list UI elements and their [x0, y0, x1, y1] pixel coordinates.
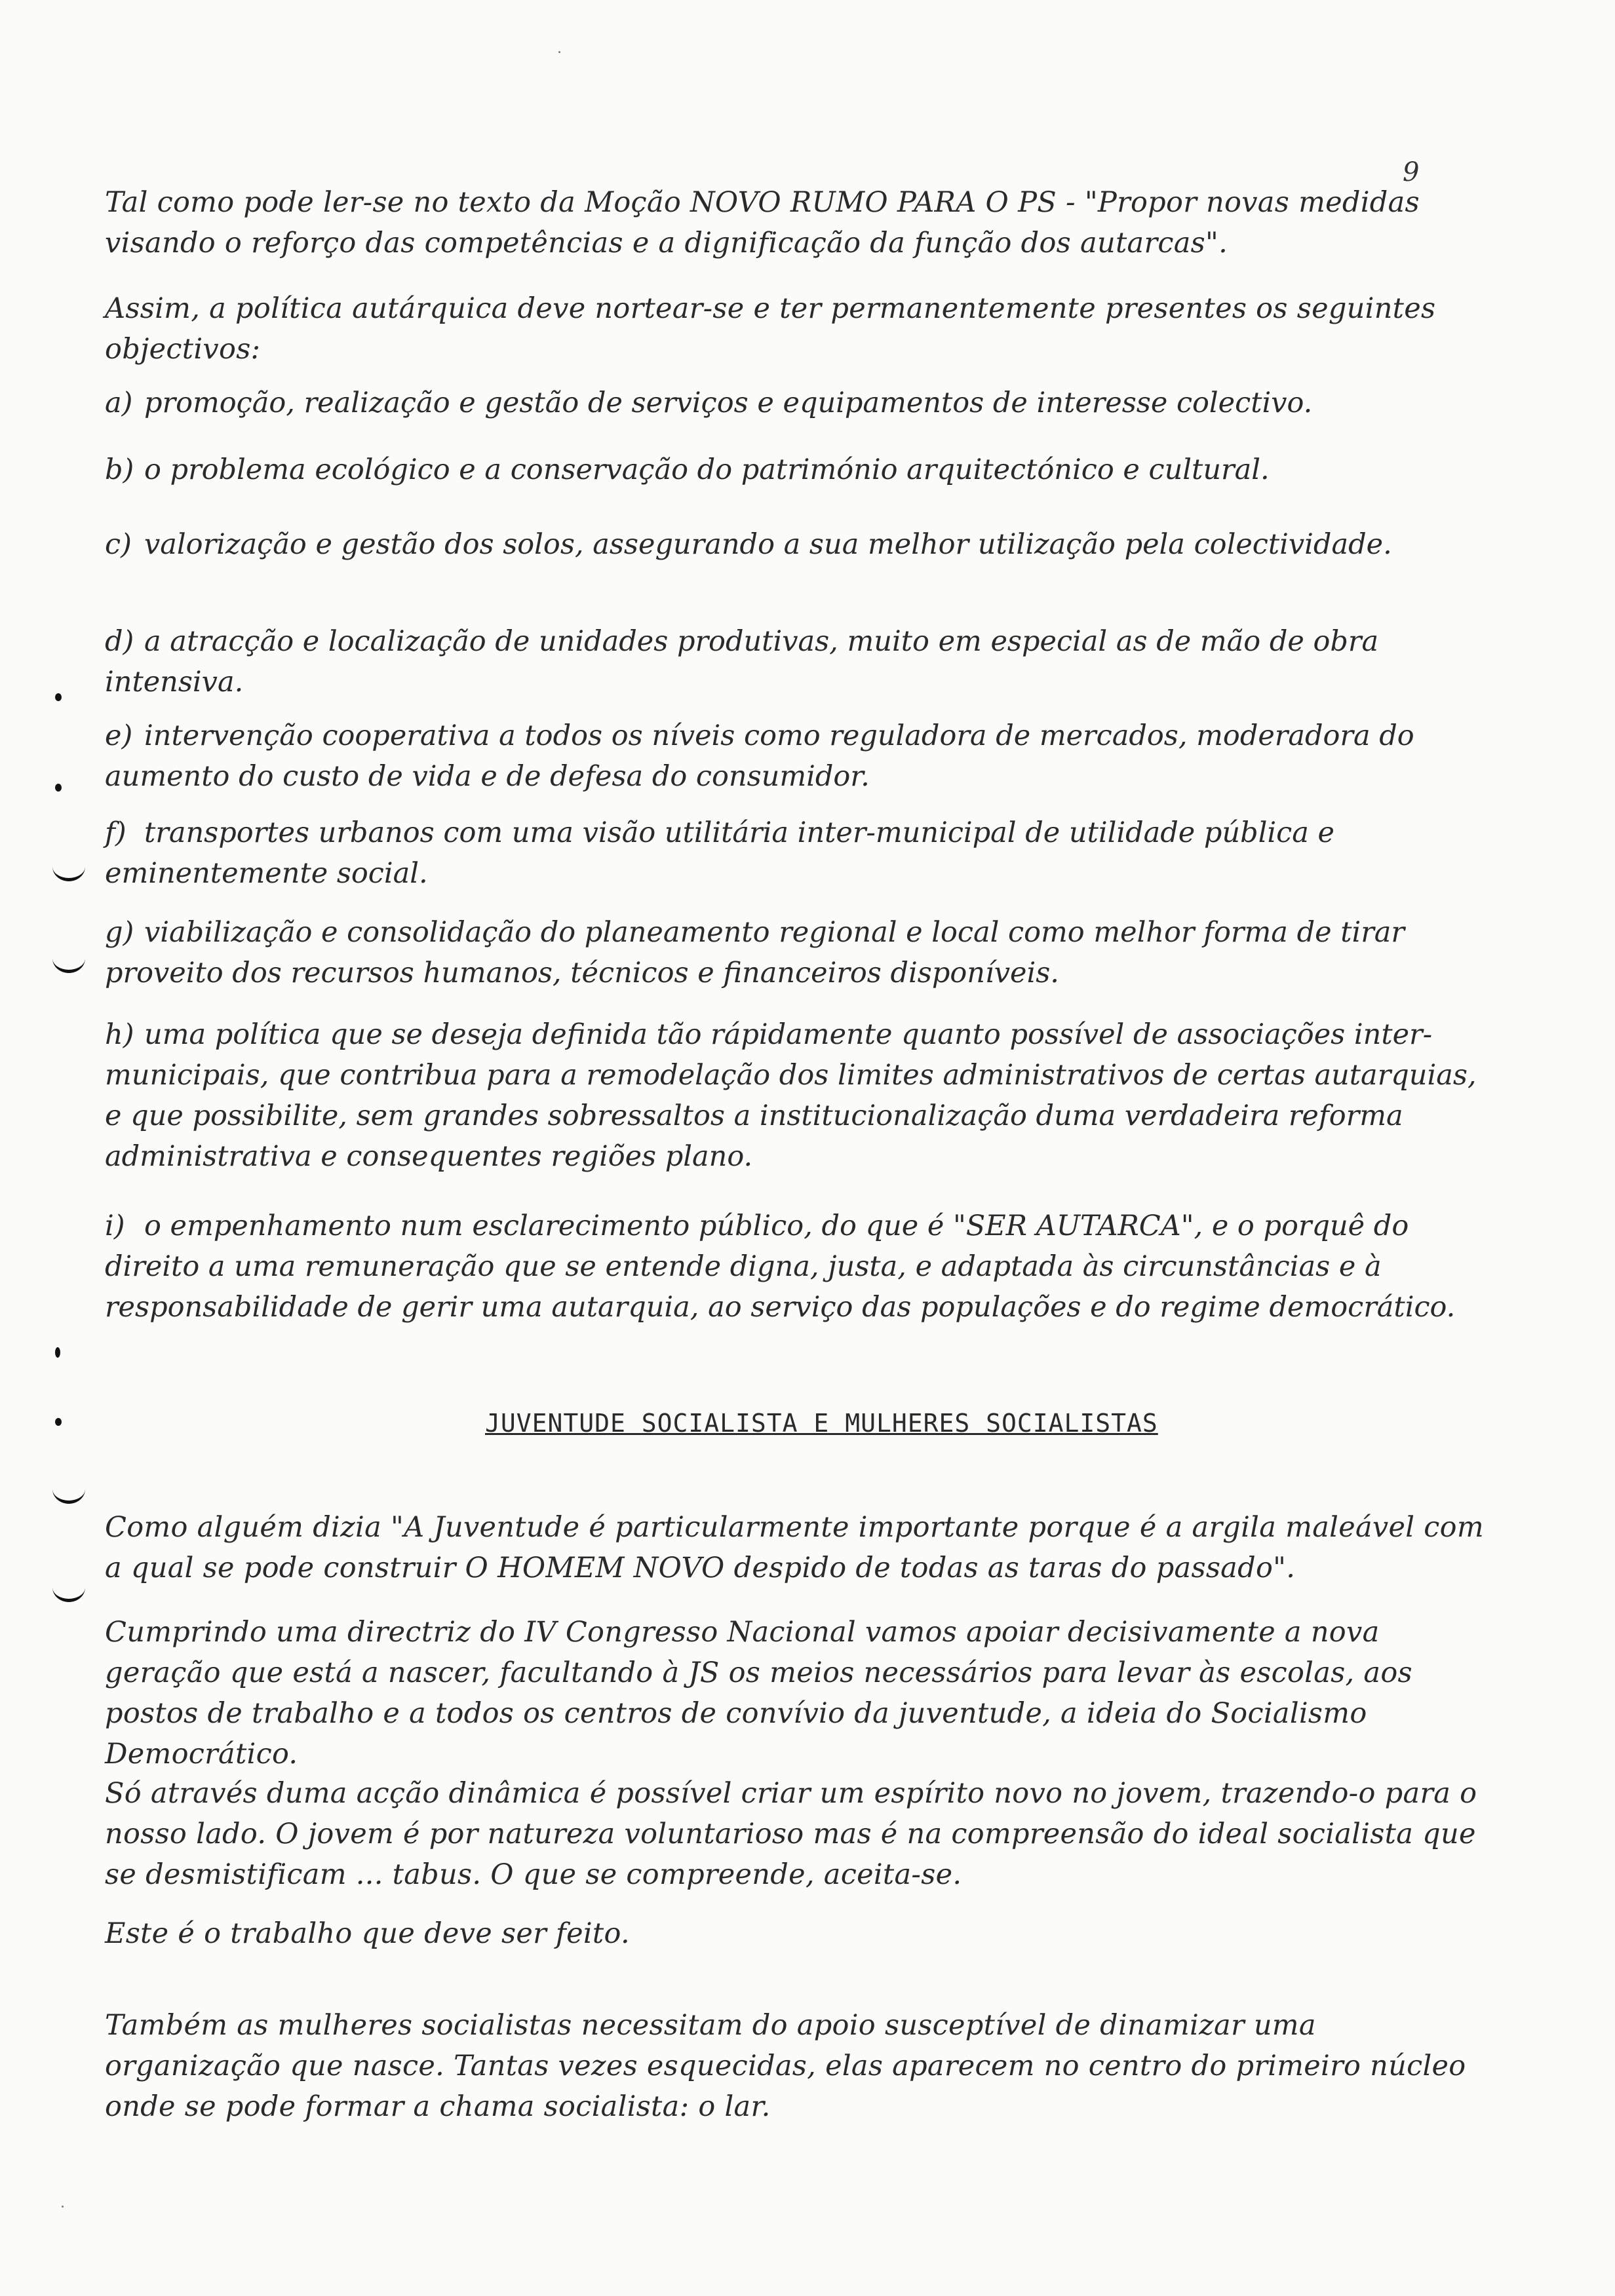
youth-paragraph-2: Cumprindo uma directriz do IV Congresso Nacional vamos apoiar decisivamente a nova geração que está a nascer, facultando à JS os meios necessários para levar às escolas, aos postos de trabalho e a todos os centros de convívio da juventude, a ideia do Socialismo Democrático. — [105, 1616, 1412, 1770]
youth-paragraph-3: Só através duma acção dinâmica é possível criar um espírito novo no jovem, trazendo-o para o nosso lado. O jovem é por natureza voluntarioso mas é na compreensão do ideal socialista que se desmistificam ... tabus. O que se compreende, aceita-se. — [105, 1777, 1477, 1891]
list-item-label: g) — [105, 916, 134, 949]
margin-dot-mark — [55, 1418, 62, 1426]
list-item-label: e) — [105, 719, 133, 752]
list-item — [105, 450, 1494, 490]
margin-dot-mark — [55, 693, 62, 701]
list-item-label: b) — [105, 453, 134, 486]
intro-paragraph: Tal como pode ler-se no texto da Moção NOVO RUMO PARA O PS - "Propor novas medidas visando o reforço das competências e a dignificação da função dos autarcas". — [105, 186, 1420, 259]
punch-dot-mark — [62, 2206, 64, 2208]
list-item — [105, 524, 1494, 565]
list-item-label: a) — [105, 387, 133, 419]
list-item — [105, 716, 1494, 797]
list-item — [105, 621, 1494, 702]
punch-dot-mark — [558, 51, 560, 53]
objectives-intro: Assim, a política autárquica deve nortear-se e ter permanentemente presentes os seguintes objectivos: — [105, 292, 1436, 366]
section-heading: JUVENTUDE SOCIALISTA E MULHERES SOCIALISTAS — [485, 1409, 1158, 1438]
margin-bracket-mark — [52, 852, 85, 881]
list-item-text: intervenção cooperativa a todos os níveis como reguladora de mercados, moderadora do aumento do custo de vida e de defesa do consumidor. — [105, 719, 1414, 793]
margin-dot-mark — [55, 1347, 60, 1358]
list-item-label: i) — [105, 1210, 125, 1242]
list-item — [105, 813, 1494, 894]
list-item-text: transportes urbanos com uma visão utilitária inter-municipal de utilidade pública e eminentemente social. — [105, 816, 1334, 890]
list-item-text: viabilização e consolidação do planeamento regional e local como melhor forma de tirar proveito dos recursos humanos, técnicos e financeiros disponíveis. — [105, 916, 1405, 989]
margin-bracket-mark — [52, 944, 85, 973]
margin-bracket-mark — [52, 1573, 85, 1602]
list-item-label: d) — [105, 625, 134, 658]
list-item — [105, 1014, 1494, 1177]
margin-dot-mark — [55, 784, 62, 792]
youth-paragraph-1: Como alguém dizia "A Juventude é particularmente importante porque é a argila maleável com a qual se pode construir O HOMEM NOVO despido de todas as taras do passado". — [105, 1511, 1484, 1584]
list-item — [105, 912, 1494, 993]
list-item-text: valorização e gestão dos solos, assegurando a sua melhor utilização pela colectividade. — [144, 528, 1392, 561]
list-item-text: o empenhamento num esclarecimento público, do que é "SER AUTARCA", e o porquê do direito a uma remuneração que se entende digna, justa, e adaptada às circunstâncias e à responsabilidade de gerir uma autarquia, ao serviço das populações e do regime democrático. — [105, 1210, 1456, 1324]
youth-paragraph-4: Este é o trabalho que deve ser feito. — [105, 1917, 630, 1950]
page-number: 9 — [1403, 157, 1420, 187]
list-item — [105, 383, 1494, 423]
list-item-text: o problema ecológico e a conservação do património arquitectónico e cultural. — [144, 453, 1270, 486]
list-item-label: c) — [105, 528, 132, 561]
list-item-label: f) — [105, 816, 126, 849]
list-item-text: a atracção e localização de unidades produtivas, muito em especial as de mão de obra intensiva. — [105, 625, 1379, 698]
margin-bracket-mark — [52, 1474, 85, 1504]
list-item-text: uma política que se deseja definida tão rápidamente quanto possível de associações inter-municipais, que contribua para a remodelação dos limites administrativos de certas autarquias, e que possibilite, sem grandes sobressaltos a institucionalização duma verdadeira reforma administrativa e consequentes regiões plano. — [105, 1018, 1477, 1173]
list-item — [105, 1206, 1494, 1328]
women-paragraph: Também as mulheres socialistas necessitam do apoio susceptível de dinamizar uma organização que nasce. Tantas vezes esquecidas, elas aparecem no centro do primeiro núcleo onde se pode formar a chama socialista: o lar. — [105, 2009, 1466, 2123]
list-item-label: h) — [105, 1018, 134, 1051]
list-item-text: promoção, realização e gestão de serviços e equipamentos de interesse colectivo. — [144, 387, 1313, 419]
